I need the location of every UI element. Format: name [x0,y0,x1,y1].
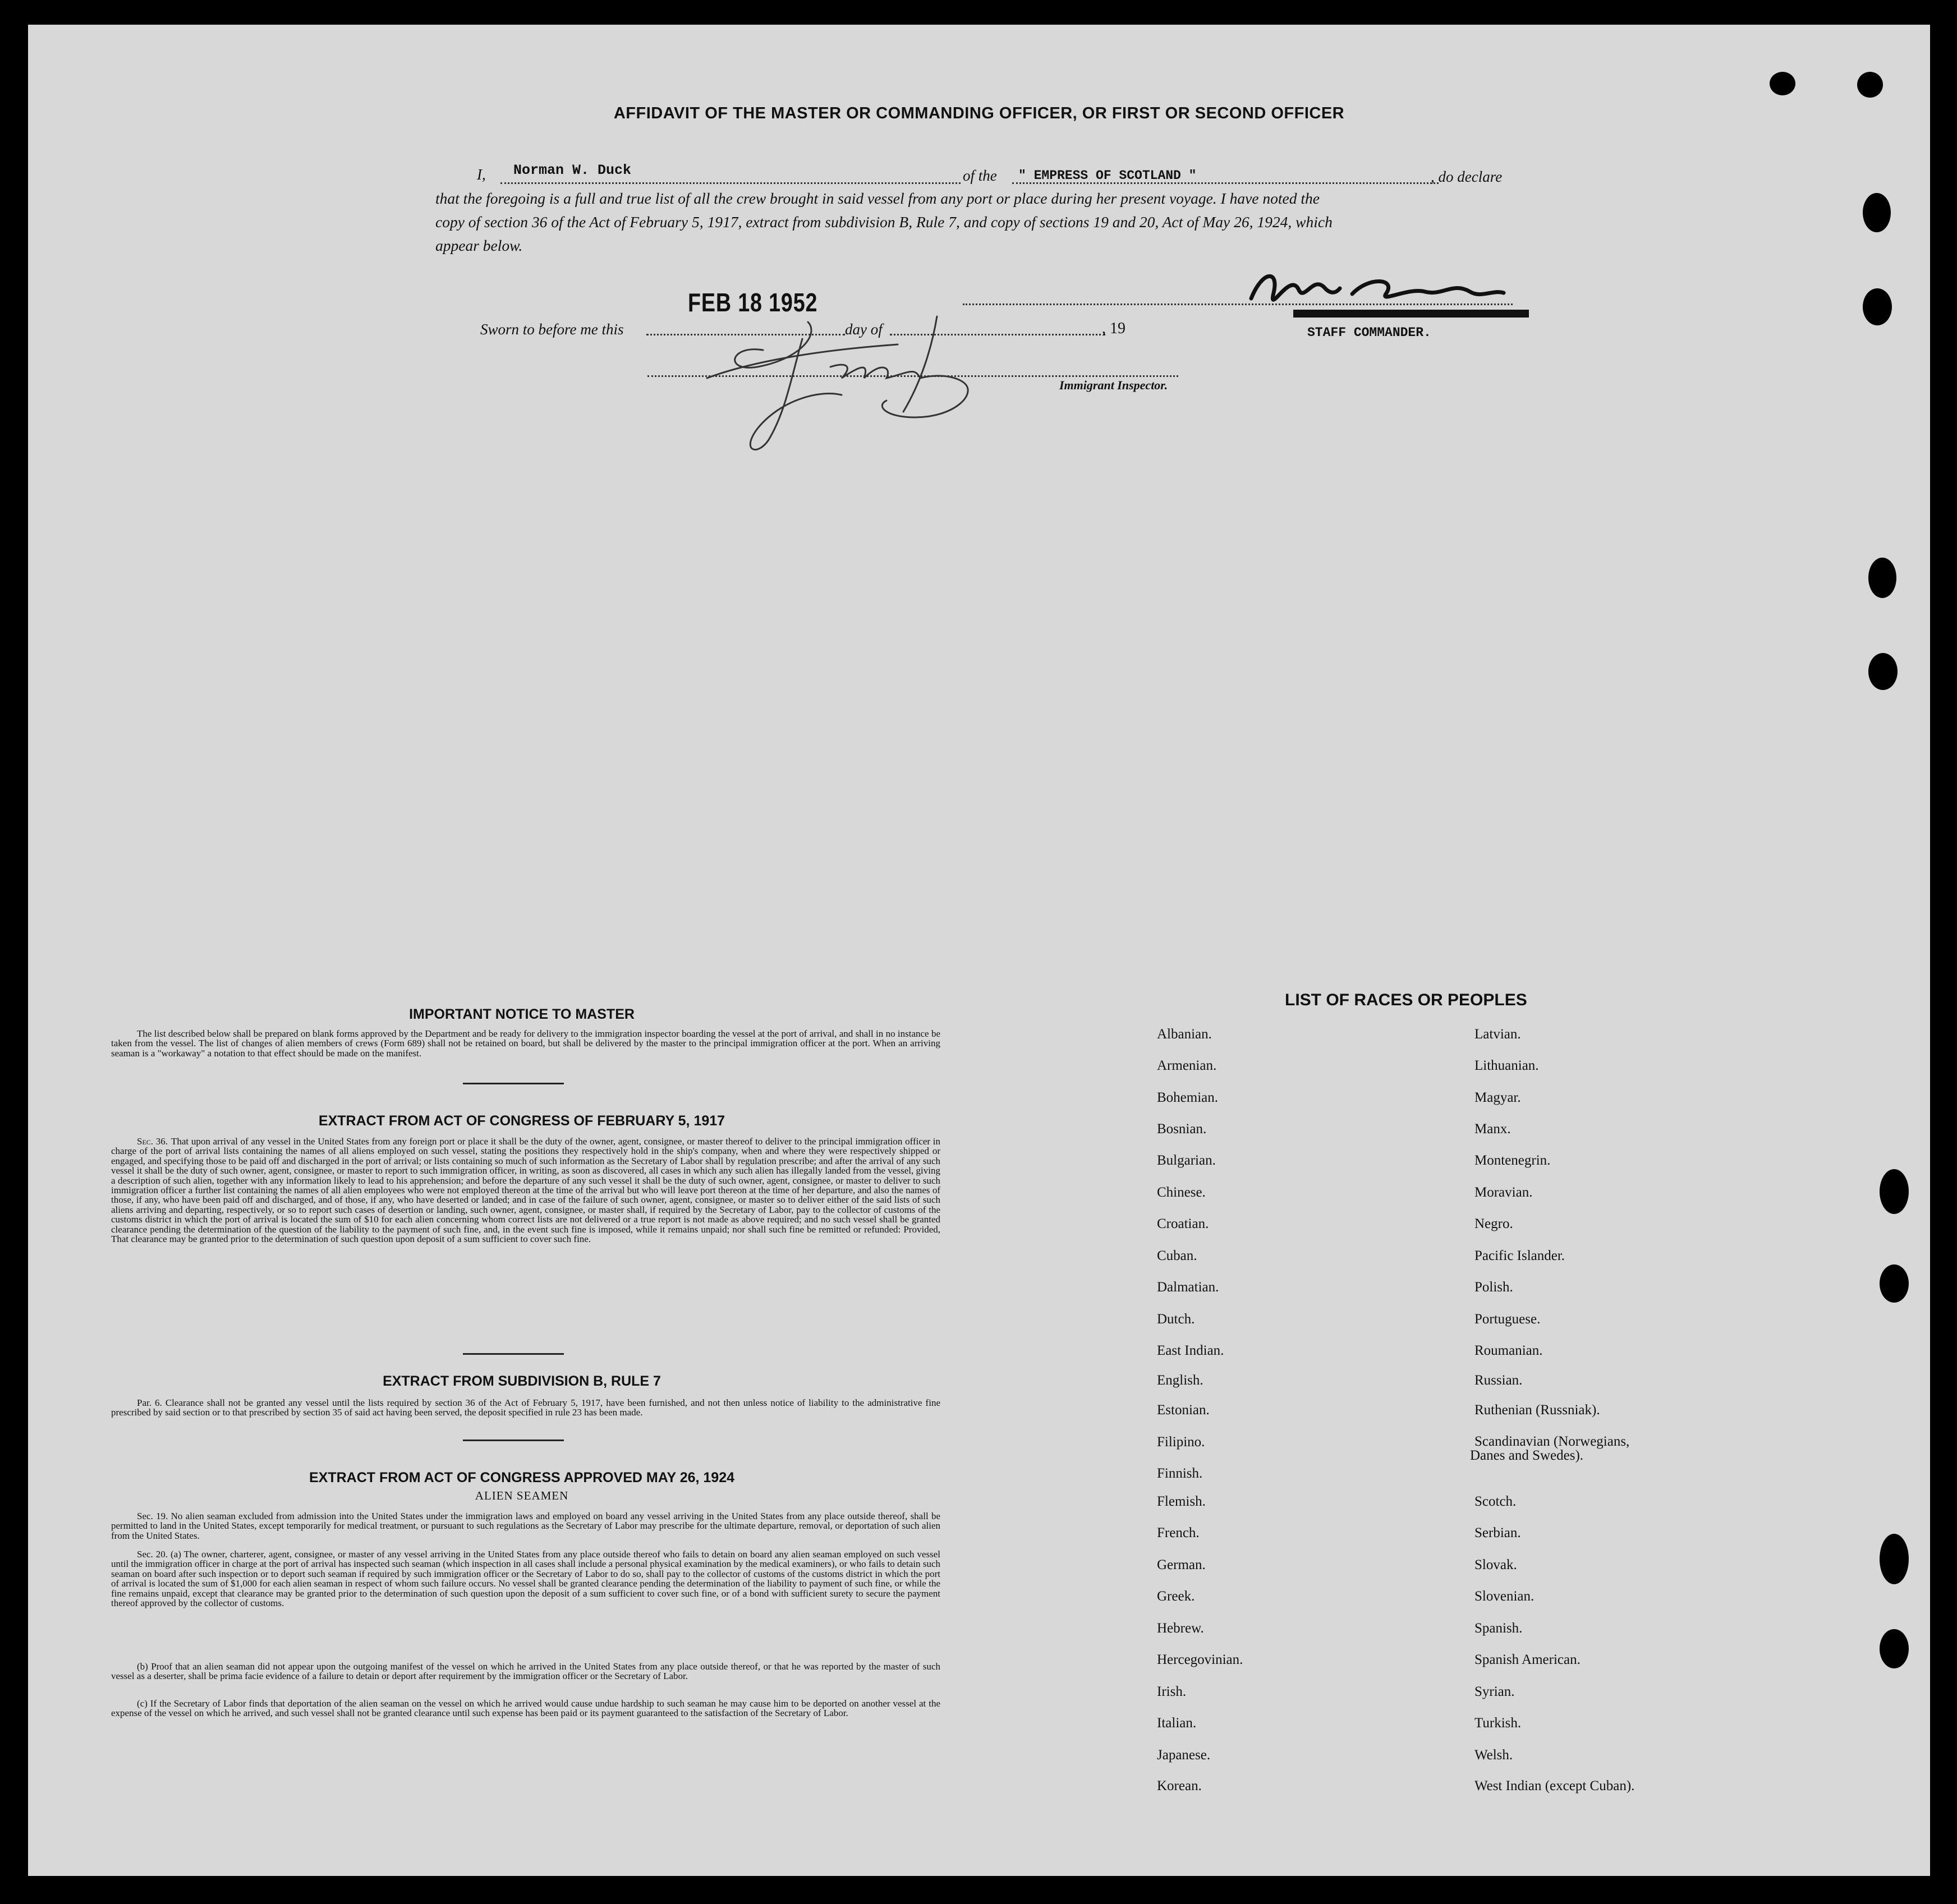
punch-hole [1880,1629,1909,1668]
race-item: Dutch. [1157,1312,1195,1327]
divider [463,1353,564,1355]
sec-19-text: Sec. 19. No alien seaman excluded from admission into the United States under the immigration laws and employed on board any vessel arriving in the United States from any place outside thereof, shall be permitted to land in the United States, except temporarily for medical treatment, or pursuant to such regulations as the Secretary of Labor may prescribe for the ultimate departure, removal, or deportation of such alien from the United States. [111,1511,940,1541]
i-label: I, [477,166,486,183]
race-item: Armenian. [1157,1058,1217,1073]
race-item: Hercegovinian. [1157,1652,1243,1667]
race-item: Korean. [1157,1778,1202,1793]
race-item: Slovak. [1474,1557,1517,1572]
sec-20a-text: Sec. 20. (a) The owner, charterer, agent, consignee, or master of any vessel arriving in the United States from any place outside thereof who fails to detain on board any alien seaman employed on such vessel until the immigration officer in charge at the port of arrival has inspected such seaman (which inspection in all cases shall include a personal physical examination by the medical examiners), or who fails to detain such seaman on board after such inspection or to deport such seaman if required by such immigration officer or the Secretary of Labor to do so, shall pay to the collector of customs of the customs district in which the port of arrival is located the sum of $1,000 for each alien seaman in respect of whom such failure occurs. No vessel shall be granted clearance pending the determination of the liability to payment of such fine, or while the fine remains unpaid, except that clearance may be granted prior to the determination of such question upon the deposit of a sum sufficient to cover such fine, or of a bond with sufficient surety to secure the payment thereof approved by the collector of customs. [111,1549,940,1609]
race-item: Russian. [1474,1373,1523,1388]
race-item: Greek. [1157,1589,1195,1604]
race-item: Chinese. [1157,1185,1206,1200]
punch-hole [1880,1264,1909,1303]
master-signature [1240,259,1532,325]
race-item: Latvian. [1474,1027,1521,1042]
race-item: Bohemian. [1157,1090,1219,1105]
vessel-name: " EMPRESS OF SCOTLAND " [1018,168,1197,183]
race-item: Moravian. [1474,1185,1533,1200]
sworn-label: Sworn to before me this [480,321,624,338]
extract-rule7-heading: EXTRACT FROM SUBDIVISION B, RULE 7 [383,1373,661,1389]
race-item: Manx. [1474,1121,1511,1137]
inspector-label: Immigrant Inspector. [1059,378,1168,392]
race-item: Ruthenian (Russniak). [1474,1402,1600,1418]
race-item: Danes and Swedes). [1470,1448,1584,1463]
race-item: Serbian. [1474,1525,1521,1540]
year-label: , 19 [1102,320,1125,337]
punch-hole [1770,72,1795,95]
do-declare-label: , do declare [1431,168,1503,185]
race-item: Syrian. [1474,1684,1515,1699]
punch-hole [1868,653,1898,690]
extract-1917-heading: EXTRACT FROM ACT OF CONGRESS OF FEBRUARY 5, 1917 [318,1113,725,1129]
race-item: Spanish. [1474,1621,1523,1636]
race-item: Roumanian. [1474,1343,1543,1358]
race-item: Flemish. [1157,1494,1206,1509]
sec-36-text: That upon arrival of any vessel in the United States from any foreign port or place it shall be the duty of the owner, agent, consignee, or master thereof to deliver to the principal immigration officer in charge of the port of arrival lists containing the names of all aliens employed on such vessel, stating the positions they respectively hold in the ship's company, when and where they were respectively shipped or engaged, and specifying those to be paid off and discharged in the port of arrival; or lists containing so much of such information as the Secretary of Labor shall by regulation prescribe; and after the arrival of any such vessel it shall be the duty of such owner, agent, consignee, or master to report to such immigration officer, in writing, as soon as discovered, all cases in which any such alien has illegally landed from the vessel, giving a description of such alien, together with any information likely to lead to his apprehension; and before the departure of any such vessel it shall be the duty of such owner, agent, consignee, or master to deliver to such immigration officer a further list containing the names of all alien employees who were not employed thereon at the time of the arrival but who will leave port thereon at the time of her departure, and also the names of those, if any, who have been paid off and discharged, and of those, if any, who have deserted or landed; and in case of the failure of such owner, agent, consignee, or master so to deliver either of the said lists of such aliens arriving and departing, respectively, or so to report such cases of desertion or landing, such owner, agent, consignee, or master shall, if required by the Secretary of Labor, pay to the collector of customs of the customs district in which the port of arrival is located the sum of $10 for each alien concerning whom correct lists are not delivered or a true report is not made as above required; and no such vessel shall be granted clearance pending the determination of the question of the liability to the payment of such fine, and, in the event such fine is imposed, while it remains unpaid; nor shall such fine be remitted or refunded: Provided, That clearance may be granted prior to the determination of such question upon deposit of a sum sufficient to cover such fine. [111,1136,940,1245]
race-item: Negro. [1474,1216,1513,1231]
officer-name: Norman W. Duck [513,162,632,178]
extract-1924-heading: EXTRACT FROM ACT OF CONGRESS APPROVED MAY 26, 1924 [309,1470,735,1486]
race-item: Bosnian. [1157,1121,1207,1137]
race-item: Pacific Islander. [1474,1248,1565,1263]
document-page [28,25,1930,1876]
race-item: Spanish American. [1474,1652,1581,1667]
sec-20b-text: (b) Proof that an alien seaman did not appear upon the outgoing manifest of the vessel on which he arrived in the United States from any place outside thereof, or that he was reported by the master of such vessel as a deserter, shall be prima facie evidence of a failure to detain or deport after requirement by the immigration officer or the Secretary of Labor. [111,1661,940,1682]
extract-1917-text [111,1137,940,1244]
race-item: Italian. [1157,1716,1197,1731]
race-item: French. [1157,1525,1200,1540]
staff-commander-label: STAFF COMMANDER. [1307,325,1431,340]
race-item: Hebrew. [1157,1621,1204,1636]
races-heading: LIST OF RACES OR PEOPLES [1285,991,1527,1009]
punch-hole [1857,72,1883,98]
race-item: Finnish. [1157,1466,1203,1481]
race-item: Bulgarian. [1157,1153,1216,1168]
punch-hole [1863,193,1891,232]
punch-hole [1868,558,1896,598]
race-item: Welsh. [1474,1747,1513,1763]
race-item: West Indian (except Cuban). [1474,1778,1635,1793]
notice-text: The list described below shall be prepared on blank forms approved by the Department and be ready for delivery to the immigration inspector boarding the vessel at the port of arrival, and shall in no instance be taken from the vessel. The list of changes of alien members of crews (Form 689) shall not be retained on board, but shall be delivered by the master to the principal immigration officer at the port. When an arriving seaman is a "workaway" a notation to that effect should be made on the manifest. [111,1028,940,1059]
race-item: Irish. [1157,1684,1187,1699]
extract-rule7-text: Par. 6. Clearance shall not be granted any vessel until the lists required by section 36 of the Act of February 5, 1917, have been furnished, and not then unless notice of liability to the administrative fine prescribed by said section or to that prescribed by section 35 of said act having been served, the deposit specified in rule 23 has been made. [111,1397,940,1418]
race-item: Dalmatian. [1157,1280,1219,1295]
race-item: German. [1157,1557,1206,1572]
race-item: Japanese. [1157,1747,1211,1763]
sec-36-label: Sec. 36. [137,1136,168,1147]
race-item: Magyar. [1474,1090,1521,1105]
divider [463,1440,564,1441]
affidavit-title: AFFIDAVIT OF THE MASTER OR COMMANDING OFFICER, OR FIRST OR SECOND OFFICER [613,104,1345,122]
race-item: English. [1157,1373,1203,1388]
sec-20c-text: (c) If the Secretary of Labor finds that deportation of the alien seaman on the vessel on which he arrived would cause undue hardship to such seaman he may cause him to be deported on another vessel at the expense of the vessel on which he arrived, and such vessel shall not be granted clearance until such expense has been paid or its payment guaranteed to the satisfaction of the Secretary of Labor. [111,1698,940,1719]
race-item: Scandinavian (Norwegians, [1474,1434,1630,1449]
race-item: Slovenian. [1474,1589,1535,1604]
race-item: Portuguese. [1474,1312,1541,1327]
declaration-line-2: copy of section 36 of the Act of February 5, 1917, extract from subdivision B, Rule 7, and copy of sections 19 and 20, Act of May 26, 1924, which [435,213,1333,231]
punch-hole [1863,288,1892,325]
race-item: Polish. [1474,1280,1513,1295]
notice-heading: IMPORTANT NOTICE TO MASTER [409,1006,635,1022]
race-item: East Indian. [1157,1343,1224,1358]
inspector-signature [673,283,987,468]
race-item: Filipino. [1157,1434,1205,1450]
punch-hole [1880,1534,1909,1584]
date-stamp: FEB 18 1952 [688,288,818,317]
of-the-label: of the [963,167,997,184]
punch-hole [1880,1169,1909,1214]
race-item: Albanian. [1157,1027,1212,1042]
race-item: Scotch. [1474,1494,1517,1509]
alien-seamen-subheading: ALIEN SEAMEN [475,1489,569,1502]
declaration-line-3: appear below. [435,237,523,254]
race-item: Estonian. [1157,1402,1210,1418]
race-item: Turkish. [1474,1716,1522,1731]
race-item: Lithuanian. [1474,1058,1539,1073]
divider [463,1083,564,1084]
race-item: Montenegrin. [1474,1153,1551,1168]
race-item: Croatian. [1157,1216,1209,1231]
day-of-label: day of [845,321,883,338]
race-item: Cuban. [1157,1248,1197,1263]
declaration-line-1: that the foregoing is a full and true list of all the crew brought in said vessel from any port or place during her present voyage. I have noted the [435,190,1320,207]
